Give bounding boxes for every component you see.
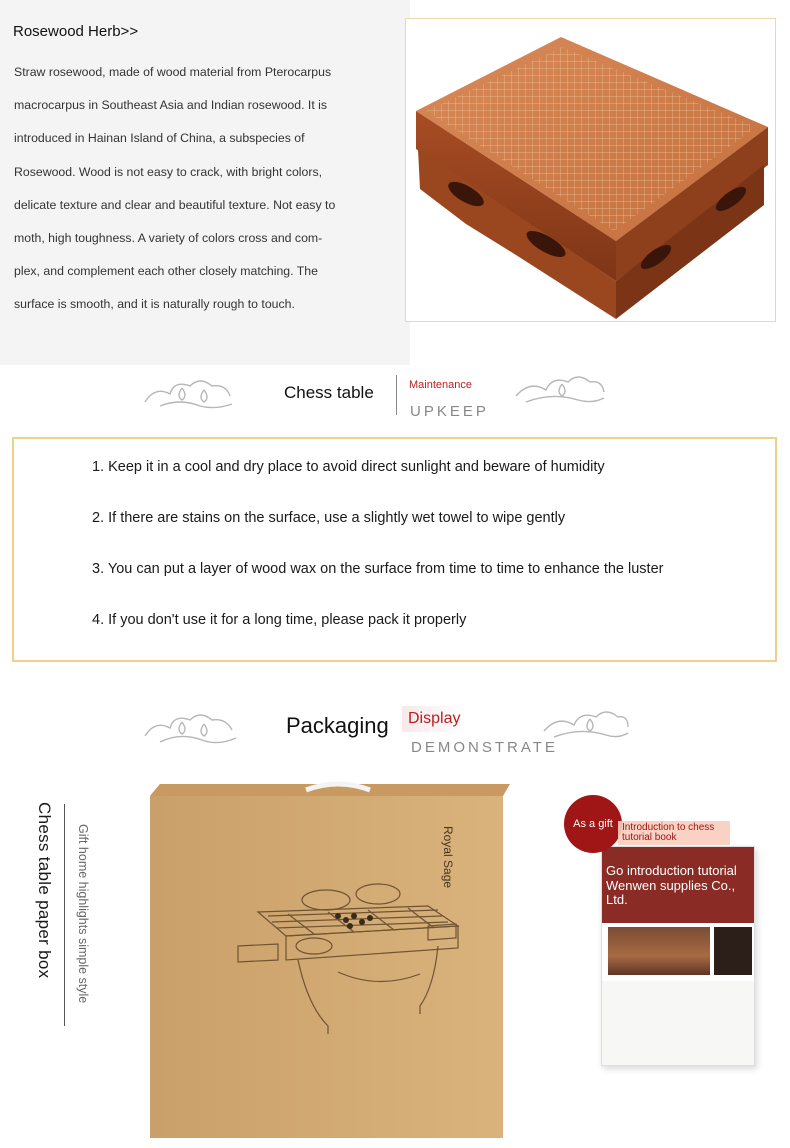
header-divider — [396, 375, 397, 415]
tip-item: 1. Keep it in a cool and dry place to avoid direct sunlight and beware of humidity — [92, 459, 605, 475]
description-line: plex, and complement each other closely matching. The — [14, 264, 318, 279]
cloud-icon — [512, 370, 607, 410]
description-line: introduced in Hainan Island of China, a subspecies of — [14, 131, 305, 146]
tip-item: 3. You can put a layer of wood wax on the surface from time to time to enhance the luster — [92, 561, 664, 577]
material-description — [14, 56, 396, 322]
tip-item: 4. If you don't use it for a long time, please pack it properly — [92, 612, 467, 628]
packaging-vertical-title: Chess table paper box — [35, 802, 54, 979]
description-line: surface is smooth, and it is naturally rough to touch. — [14, 297, 295, 312]
description-line: Rosewood. Wood is not easy to crack, with bright colors, — [14, 164, 323, 179]
material-title: Rosewood Herb>> — [13, 23, 139, 40]
box-brand-text: Royal Sage — [441, 826, 455, 889]
tutorial-book — [601, 846, 755, 1066]
maintenance-header-main: Chess table — [284, 383, 374, 402]
packaging-header-tag: Display — [402, 706, 466, 732]
book-cover-photos — [602, 923, 754, 981]
cloud-icon — [540, 703, 630, 745]
chess-table-photo — [405, 18, 776, 322]
description-line: Straw rosewood, made of wood material from Pterocarpus — [14, 65, 332, 79]
description-line: delicate texture and clear and beautiful texture. Not easy to — [14, 197, 336, 212]
cloud-icon — [140, 372, 235, 416]
chess-table-illustration — [406, 19, 775, 321]
description-line: macrocarpus in Southeast Asia and Indian rosewood. It is — [14, 98, 328, 113]
book-photo — [714, 927, 752, 975]
maintenance-tips-box — [12, 437, 777, 662]
description-line: moth, high toughness. A variety of colors cross and com- — [14, 231, 323, 246]
book-title: Go introduction tutorial Wenwen supplies Co., Ltd. — [606, 863, 737, 907]
vertical-divider — [64, 804, 65, 1026]
maintenance-header-tag: Maintenance — [409, 379, 472, 391]
book-photo — [608, 927, 710, 975]
tip-item: 2. If there are stains on the surface, use a slightly wet towel to wipe gently — [92, 510, 566, 526]
cloud-icon — [140, 706, 240, 750]
maintenance-header-en: UPKEEP — [410, 403, 489, 420]
book-cover-band — [602, 847, 754, 923]
packaging-header-main: Packaging — [286, 713, 389, 738]
paper-box-illustration — [138, 776, 518, 1142]
book-ribbon: Introduction to chess tutorial book — [618, 821, 730, 845]
packaging-header-en: DEMONSTRATE — [411, 739, 558, 756]
packaging-vertical-subtitle: Gift home highlights simple style — [76, 824, 90, 1004]
gift-badge: As a gift — [564, 795, 622, 853]
